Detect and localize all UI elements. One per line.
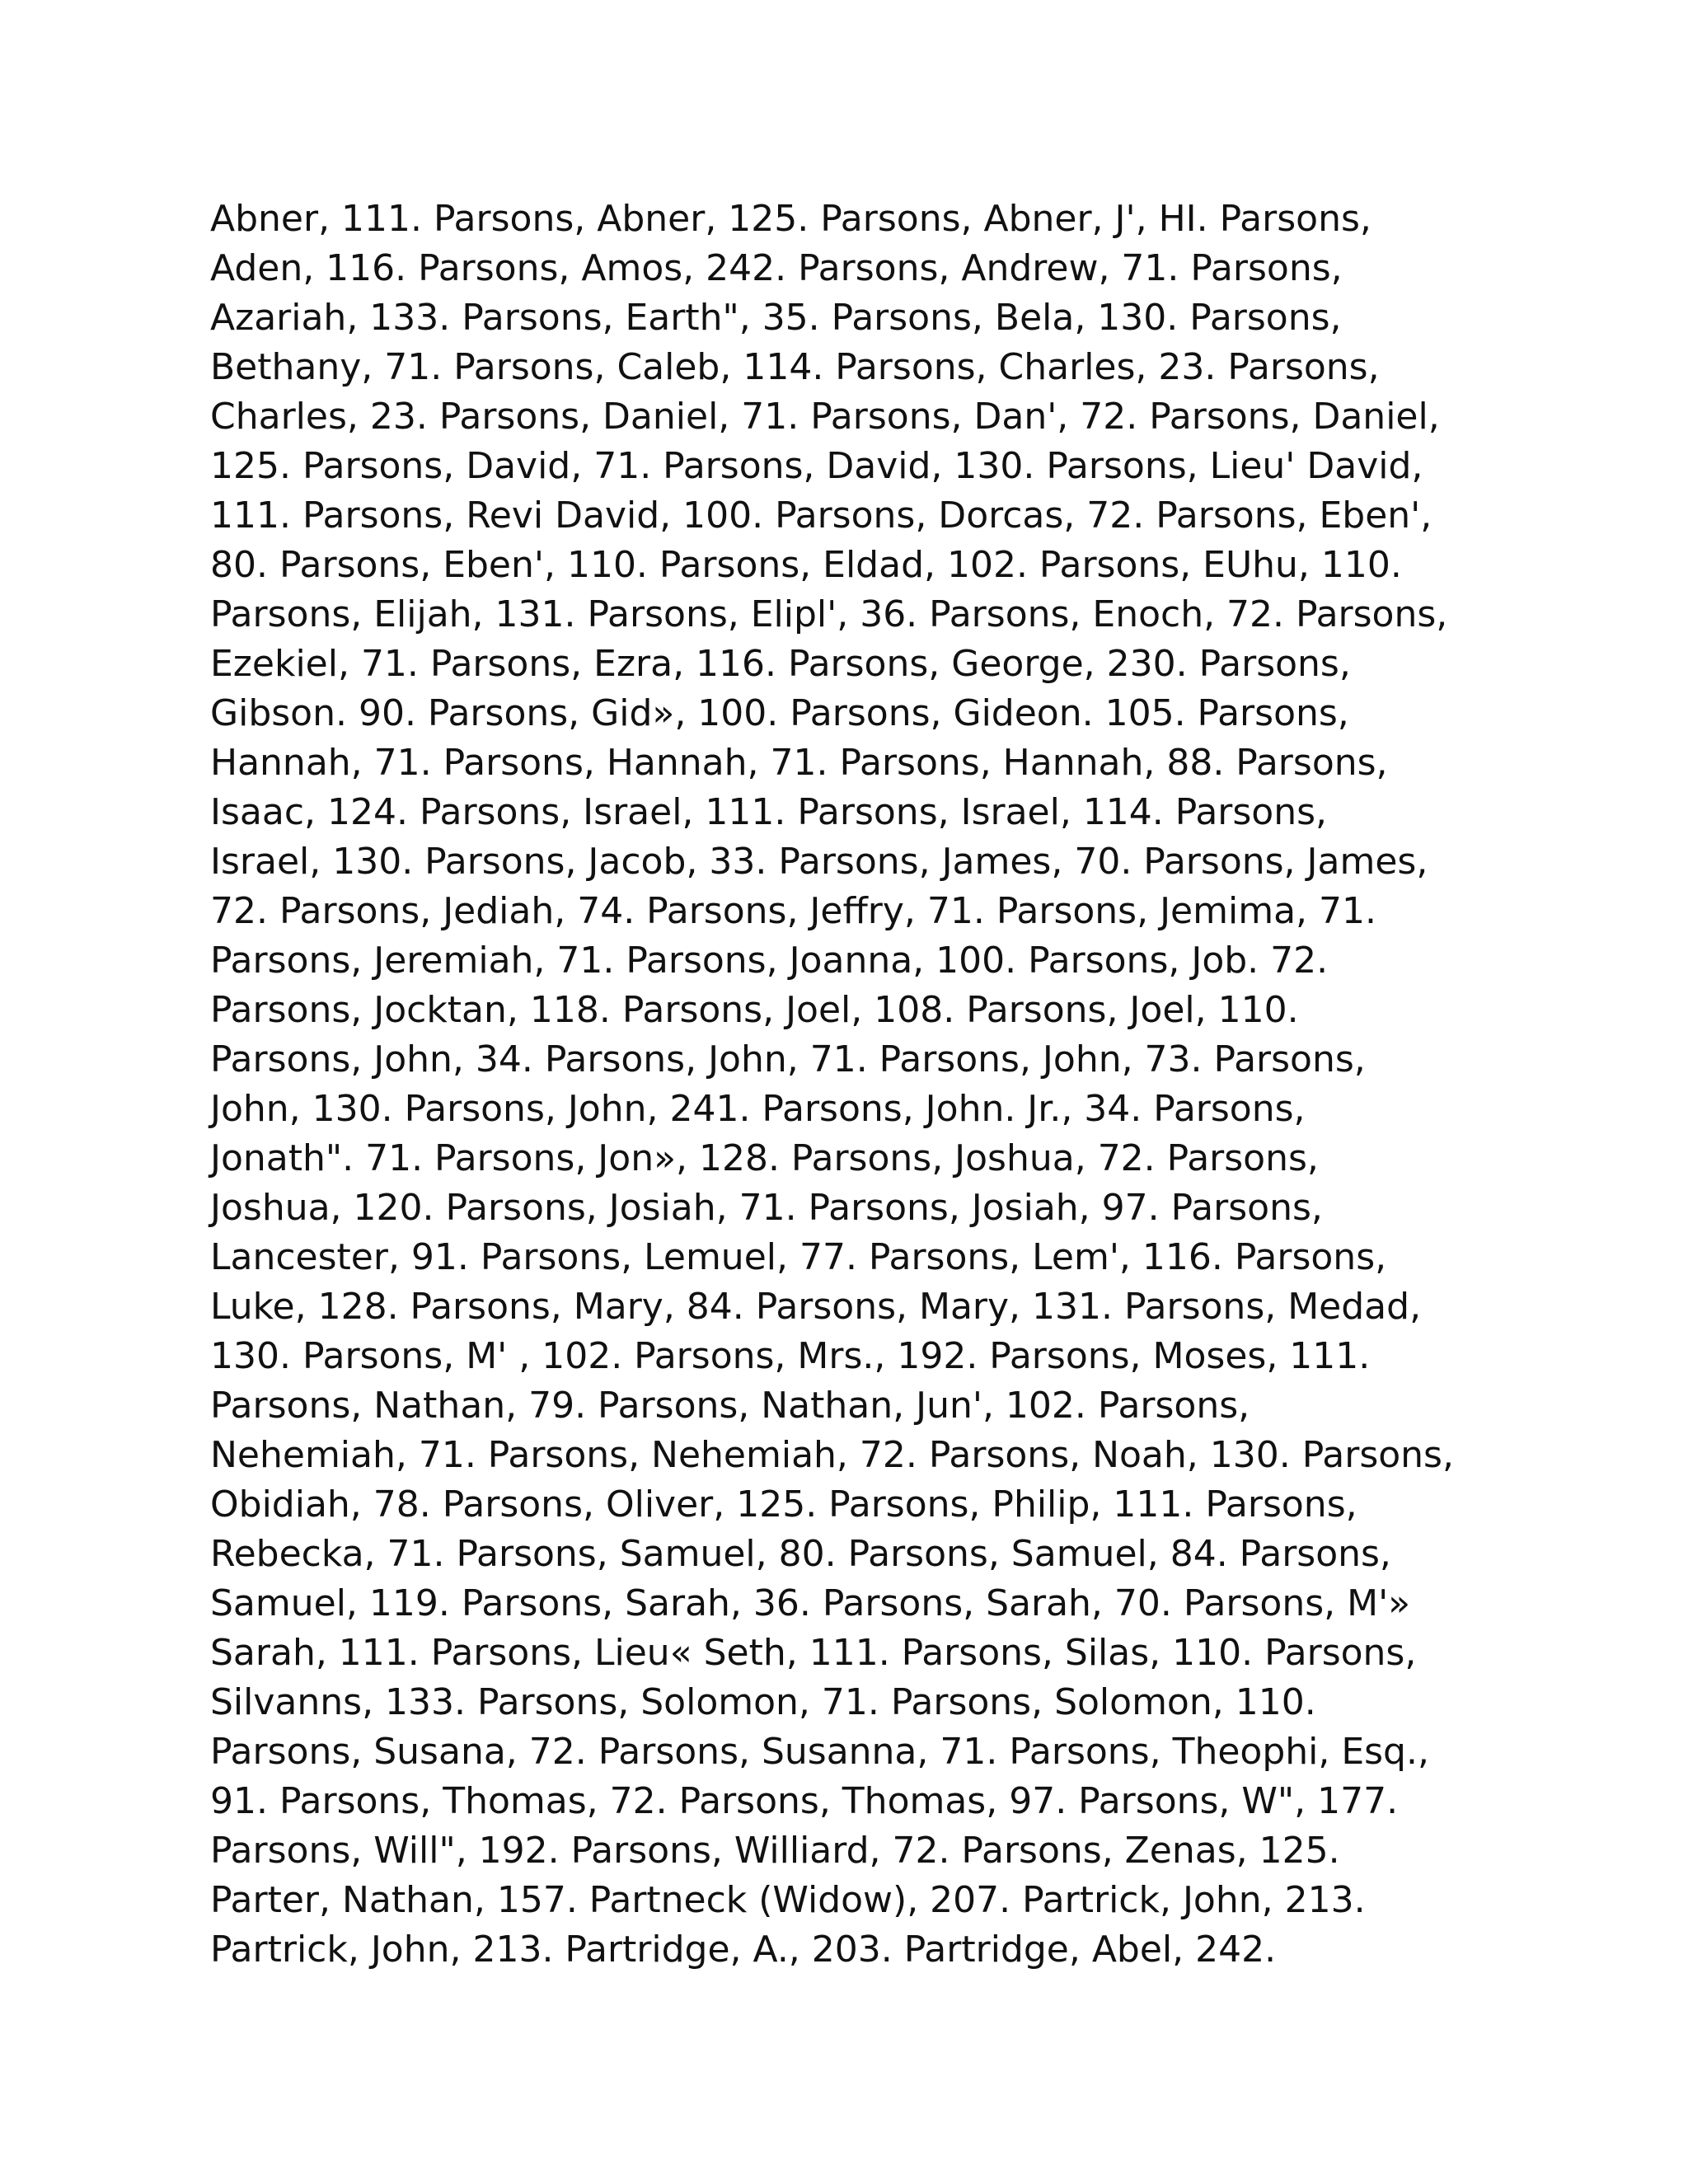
text-line: Hannah, 71. Parsons, Hannah, 71. Parsons, Hannah, 88. Parsons,: [210, 742, 1388, 784]
text-line: Silvanns, 133. Parsons, Solomon, 71. Parsons, Solomon, 110.: [210, 1681, 1316, 1723]
text-line: Azariah, 133. Parsons, Earth", 35. Parsons, Bela, 130. Parsons,: [210, 297, 1342, 339]
text-line: Joshua, 120. Parsons, Josiah, 71. Parsons, Josiah, 97. Parsons,: [210, 1187, 1323, 1229]
text-line: Bethany, 71. Parsons, Caleb, 114. Parsons, Charles, 23. Parsons,: [210, 346, 1380, 388]
text-line: Charles, 23. Parsons, Daniel, 71. Parsons, Dan', 72. Parsons, Daniel,: [210, 396, 1440, 438]
text-line: Parsons, Nathan, 79. Parsons, Nathan, Jun', 102. Parsons,: [210, 1385, 1250, 1427]
text-line: John, 130. Parsons, John, 241. Parsons, John. Jr., 34. Parsons,: [210, 1088, 1306, 1130]
text-line: Parter, Nathan, 157. Partneck (Widow), 207. Partrick, John, 213.: [210, 1879, 1366, 1921]
index-text-block: [210, 194, 1661, 1975]
text-line: Luke, 128. Parsons, Mary, 84. Parsons, Mary, 131. Parsons, Medad,: [210, 1286, 1422, 1328]
text-line: Parsons, Jeremiah, 71. Parsons, Joanna, 100. Parsons, Job. 72.: [210, 940, 1329, 982]
text-line: Partrick, John, 213. Partridge, A., 203. Partridge, Abel, 242.: [210, 1929, 1277, 1971]
text-line: Israel, 130. Parsons, Jacob, 33. Parsons, James, 70. Parsons, James,: [210, 841, 1428, 883]
text-line: Rebecka, 71. Parsons, Samuel, 80. Parsons, Samuel, 84. Parsons,: [210, 1533, 1391, 1575]
text-line: Ezekiel, 71. Parsons, Ezra, 116. Parsons, George, 230. Parsons,: [210, 643, 1351, 685]
text-line: 91. Parsons, Thomas, 72. Parsons, Thomas, 97. Parsons, W", 177.: [210, 1780, 1399, 1822]
text-line: Lancester, 91. Parsons, Lemuel, 77. Parsons, Lem', 116. Parsons,: [210, 1236, 1387, 1278]
text-line: Jonath". 71. Parsons, Jon», 128. Parsons, Joshua, 72. Parsons,: [210, 1137, 1319, 1179]
text-line: 130. Parsons, M' , 102. Parsons, Mrs., 192. Parsons, Moses, 111.: [210, 1335, 1371, 1377]
text-line: Parsons, Will", 192. Parsons, Williard, 72. Parsons, Zenas, 125.: [210, 1830, 1340, 1872]
text-line: Parsons, Susana, 72. Parsons, Susanna, 71. Parsons, Theophi, Esq.,: [210, 1731, 1429, 1773]
text-line: Parsons, Jocktan, 118. Parsons, Joel, 108. Parsons, Joel, 110.: [210, 989, 1299, 1031]
text-line: 80. Parsons, Eben', 110. Parsons, Eldad, 102. Parsons, EUhu, 110.: [210, 544, 1402, 586]
text-line: 111. Parsons, Revi David, 100. Parsons, Dorcas, 72. Parsons, Eben',: [210, 494, 1432, 537]
text-line: Sarah, 111. Parsons, Lieu« Seth, 111. Parsons, Silas, 110. Parsons,: [210, 1632, 1417, 1674]
text-line: Isaac, 124. Parsons, Israel, 111. Parsons, Israel, 114. Parsons,: [210, 791, 1328, 833]
text-line: 125. Parsons, David, 71. Parsons, David, 130. Parsons, Lieu' David,: [210, 445, 1423, 487]
text-line: Samuel, 119. Parsons, Sarah, 36. Parsons, Sarah, 70. Parsons, M'»: [210, 1582, 1411, 1624]
text-line: Parsons, Elijah, 131. Parsons, Elipl', 36. Parsons, Enoch, 72. Parsons,: [210, 593, 1448, 635]
text-line: 72. Parsons, Jediah, 74. Parsons, Jeffry, 71. Parsons, Jemima, 71.: [210, 890, 1376, 932]
text-line: Obidiah, 78. Parsons, Oliver, 125. Parsons, Philip, 111. Parsons,: [210, 1483, 1357, 1526]
text-line: Aden, 116. Parsons, Amos, 242. Parsons, Andrew, 71. Parsons,: [210, 247, 1343, 289]
text-line: Abner, 111. Parsons, Abner, 125. Parsons, Abner, J', HI. Parsons,: [210, 198, 1372, 240]
text-line: Nehemiah, 71. Parsons, Nehemiah, 72. Parsons, Noah, 130. Parsons,: [210, 1434, 1454, 1476]
text-line: Gibson. 90. Parsons, Gid», 100. Parsons, Gideon. 105. Parsons,: [210, 692, 1349, 734]
text-line: Parsons, John, 34. Parsons, John, 71. Parsons, John, 73. Parsons,: [210, 1038, 1366, 1080]
